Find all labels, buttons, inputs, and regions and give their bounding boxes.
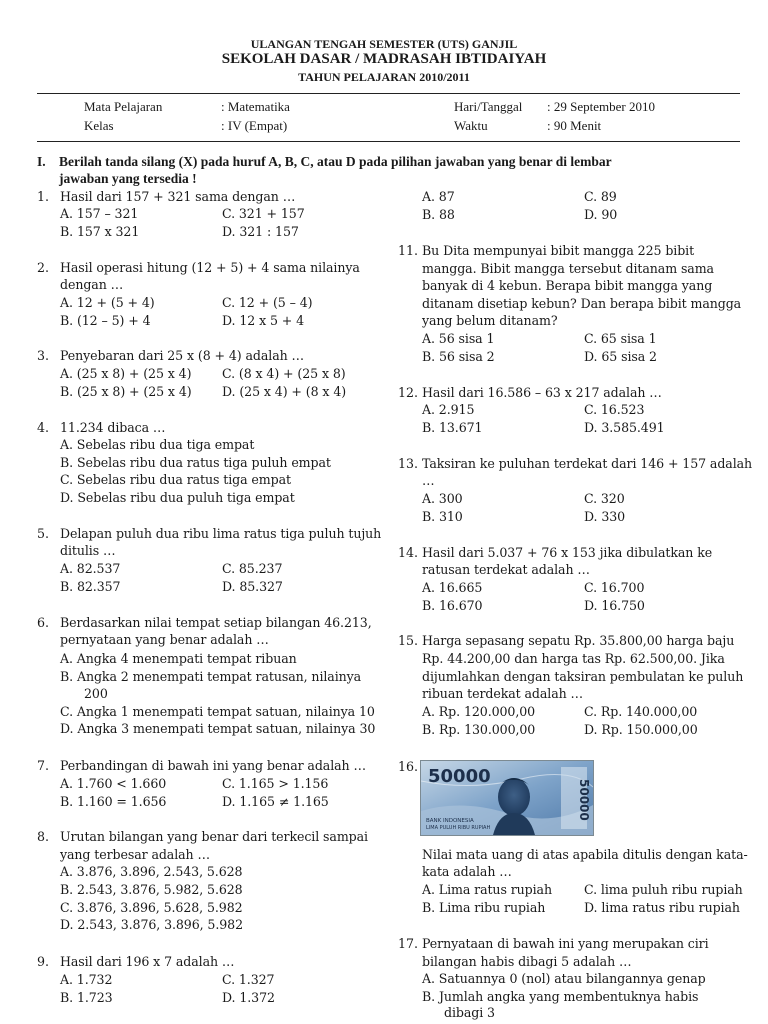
banknote-image <box>420 760 594 836</box>
question-text: pernyataan yang benar adalah … <box>60 632 269 647</box>
time-value: : 90 Menit <box>547 118 602 133</box>
option-b: B. Jumlah angka yang membentuknya habis <box>422 989 699 1004</box>
option-b: B. 2.543, 3.876, 5.982, 5.628 <box>60 882 243 897</box>
question-text: ditulis … <box>60 543 116 558</box>
option-c: C. 320 <box>584 491 625 506</box>
question-number: 8. <box>37 829 50 844</box>
header-bottom-rule <box>37 141 740 142</box>
question-text: Hasil dari 16.586 – 63 x 217 adalah … <box>422 385 662 400</box>
option-a: A. 1.760 < 1.660 <box>60 776 167 791</box>
question-text: dijumlahkan dengan taksiran pembulatan ke puluh <box>422 669 744 684</box>
option-a: A. Rp. 120.000,00 <box>422 704 536 719</box>
option-d: D. 330 <box>584 509 626 524</box>
option-d: D. 2.543, 3.876, 3.896, 5.982 <box>60 917 243 932</box>
option-c: C. 3.876, 3.896, 5.628, 5.982 <box>60 900 243 915</box>
option-c: C. 85.237 <box>222 561 283 576</box>
option-c: C. Sebelas ribu dua ratus tiga empat <box>60 472 291 487</box>
question-number: 2. <box>37 260 50 275</box>
option-d: D. 65 sisa 2 <box>584 349 657 364</box>
question-text: Perbandingan di bawah ini yang benar adalah … <box>60 758 366 773</box>
option-c: C. 1.165 > 1.156 <box>222 776 329 791</box>
question-text: Nilai mata uang di atas apabila ditulis dengan kata- <box>422 847 748 862</box>
option-a: A. 157 – 321 <box>60 206 139 221</box>
option-a: A. 56 sisa 1 <box>422 331 495 346</box>
option-a: A. 16.665 <box>422 580 483 595</box>
question-text: Penyebaran dari 25 x (8 + 4) adalah … <box>60 348 305 363</box>
option-b: B. 310 <box>422 509 463 524</box>
question-text: dengan … <box>60 277 124 292</box>
option-b: B. Lima ribu rupiah <box>422 900 546 915</box>
banknote-denomination-text: LIMA PULUH RIBU RUPIAH <box>426 825 491 831</box>
option-c: C. Angka 1 menempati tempat satuan, nilainya 10 <box>60 704 375 719</box>
option-b-continued: 200 <box>84 686 108 701</box>
option-b: B. 157 x 321 <box>60 224 140 239</box>
option-d: D. 321 : 157 <box>222 224 299 239</box>
option-d: D. 1.372 <box>222 990 275 1005</box>
question-number: 11. <box>398 243 419 258</box>
question-number: 12. <box>398 385 419 400</box>
option-c: C. 16.700 <box>584 580 645 595</box>
option-a: A. Lima ratus rupiah <box>422 882 552 897</box>
question-text: yang belum ditanam? <box>422 313 558 328</box>
date-value: : 29 September 2010 <box>547 99 655 114</box>
option-a: A. 82.537 <box>60 561 121 576</box>
option-c: C. lima puluh ribu rupiah <box>584 882 743 897</box>
option-a: A. 87 <box>422 189 455 204</box>
question-text: Hasil dari 157 + 321 sama dengan … <box>60 189 296 204</box>
instruction-line-1: Berilah tanda silang (X) pada huruf A, B, C, atau D pada pilihan jawaban yang benar di lembar <box>59 154 612 169</box>
question-number: 15. <box>398 633 419 648</box>
question-text: Hasil dari 196 x 7 adalah … <box>60 954 235 969</box>
question-number: 6. <box>37 615 50 630</box>
time-label: Waktu <box>454 118 488 133</box>
option-a: A. 300 <box>422 491 463 506</box>
option-a: A. Satuannya 0 (nol) atau bilangannya genap <box>422 971 706 986</box>
question-text: mangga. Bibit mangga tersebut ditanam sama <box>422 261 714 276</box>
option-a: A. 2.915 <box>422 402 475 417</box>
question-text: Urutan bilangan yang benar dari terkecil sampai <box>60 829 368 844</box>
banknote-bank-text: BANK INDONESIA <box>426 818 474 824</box>
question-number: 4. <box>37 420 50 435</box>
question-number: 7. <box>37 758 50 773</box>
option-b-continued: dibagi 3 <box>444 1005 495 1020</box>
question-number: 13. <box>398 456 419 471</box>
option-d: D. 12 x 5 + 4 <box>222 313 305 328</box>
header-top-rule <box>37 93 740 94</box>
question-text: yang terbesar adalah … <box>60 847 210 862</box>
question-text: ribuan terdekat adalah … <box>422 686 584 701</box>
question-text: Rp. 44.200,00 dan harga tas Rp. 62.500,00. Jika <box>422 651 725 666</box>
option-c: C. Rp. 140.000,00 <box>584 704 698 719</box>
option-b: B. 88 <box>422 207 455 222</box>
option-a: A. Sebelas ribu dua tiga empat <box>60 437 255 452</box>
option-b: B. 56 sisa 2 <box>422 349 495 364</box>
question-text: ditanam disetiap kebun? Dan berapa bibit mangga <box>422 296 742 311</box>
question-text: Harga sepasang sepatu Rp. 35.800,00 harga baju <box>422 633 735 648</box>
question-text: Taksiran ke puluhan terdekat dari 146 + 157 adalah <box>422 456 753 471</box>
option-d: D. 3.585.491 <box>584 420 665 435</box>
school-year: TAHUN PELAJARAN 2010/2011 <box>298 70 470 84</box>
question-number: 3. <box>37 348 50 363</box>
question-text: Berdasarkan nilai tempat setiap bilangan 46.213, <box>60 615 372 630</box>
option-b: B. (25 x 8) + (25 x 4) <box>60 384 192 399</box>
option-c: C. 65 sisa 1 <box>584 331 657 346</box>
option-d: D. 16.750 <box>584 598 645 613</box>
option-b: B. Angka 2 menempati tempat ratusan, nilainya <box>60 669 362 684</box>
class-label: Kelas <box>84 118 114 133</box>
option-c: C. 321 + 157 <box>222 206 305 221</box>
option-d: D. 1.165 ≠ 1.165 <box>222 794 329 809</box>
banknote-number-top: 50000 <box>428 766 491 787</box>
instruction <box>37 153 743 189</box>
question-number: 16. <box>398 759 419 774</box>
option-b: B. 1.723 <box>60 990 113 1005</box>
option-b: B. 1.160 = 1.656 <box>60 794 167 809</box>
section-number: I. <box>37 154 46 169</box>
option-c: C. 89 <box>584 189 617 204</box>
option-d: D. 85.327 <box>222 579 283 594</box>
option-d: D. Sebelas ribu dua puluh tiga empat <box>60 490 295 505</box>
option-d: D. Angka 3 menempati tempat satuan, nilainya 30 <box>60 721 376 736</box>
option-a: A. (25 x 8) + (25 x 4) <box>60 366 192 381</box>
question-text: Hasil dari 5.037 + 76 x 153 jika dibulatkan ke <box>422 545 713 560</box>
question-text: Hasil operasi hitung (12 + 5) + 4 sama nilainya <box>60 260 360 275</box>
question-text: banyak di 4 kebun. Berapa bibit mangga yang <box>422 278 713 293</box>
question-number: 14. <box>398 545 419 560</box>
question-text: ratusan terdekat adalah … <box>422 562 590 577</box>
question-text: Pernyataan di bawah ini yang merupakan ciri <box>422 936 709 951</box>
option-b: B. 13.671 <box>422 420 483 435</box>
question-text: 11.234 dibaca … <box>60 420 166 435</box>
question-number: 17. <box>398 936 419 951</box>
option-a: A. 3.876, 3.896, 2.543, 5.628 <box>60 864 243 879</box>
option-a: A. 12 + (5 + 4) <box>60 295 155 310</box>
option-a: A. Angka 4 menempati tempat ribuan <box>60 651 297 666</box>
option-b: B. (12 – 5) + 4 <box>60 313 151 328</box>
option-b: B. 82.357 <box>60 579 121 594</box>
banknote-number-side: 50000 <box>577 779 591 821</box>
instruction-line-2: jawaban yang tersedia ! <box>59 171 197 186</box>
subject-value: : Matematika <box>221 99 290 114</box>
option-c: C. 1.327 <box>222 972 275 987</box>
option-d: D. (25 x 4) + (8 x 4) <box>222 384 347 399</box>
class-value: : IV (Empat) <box>221 118 288 133</box>
option-b: B. Rp. 130.000,00 <box>422 722 536 737</box>
option-d: D. lima ratus ribu rupiah <box>584 900 740 915</box>
question-text: … <box>422 473 435 488</box>
option-d: D. Rp. 150.000,00 <box>584 722 698 737</box>
question-number: 9. <box>37 954 50 969</box>
question-text: Bu Dita mempunyai bibit mangga 225 bibit <box>422 243 695 258</box>
subject-label: Mata Pelajaran <box>84 99 163 114</box>
option-a: A. 1.732 <box>60 972 113 987</box>
option-c: C. 16.523 <box>584 402 645 417</box>
question-text: kata adalah … <box>422 864 512 879</box>
option-c: C. 12 + (5 – 4) <box>222 295 313 310</box>
option-d: D. 90 <box>584 207 618 222</box>
option-b: B. 16.670 <box>422 598 483 613</box>
question-number: 1. <box>37 189 50 204</box>
exam-title: ULANGAN TENGAH SEMESTER (UTS) GANJIL <box>250 37 518 51</box>
option-c: C. (8 x 4) + (25 x 8) <box>222 366 346 381</box>
question-text: Delapan puluh dua ribu lima ratus tiga puluh tujuh <box>60 526 382 541</box>
question-number: 5. <box>37 526 50 541</box>
option-b: B. Sebelas ribu dua ratus tiga puluh empat <box>60 455 331 470</box>
school-name: SEKOLAH DASAR / MADRASAH IBTIDAIYAH <box>221 51 547 67</box>
date-label: Hari/Tanggal <box>454 99 523 114</box>
question-text: bilangan habis dibagi 5 adalah … <box>422 954 632 969</box>
